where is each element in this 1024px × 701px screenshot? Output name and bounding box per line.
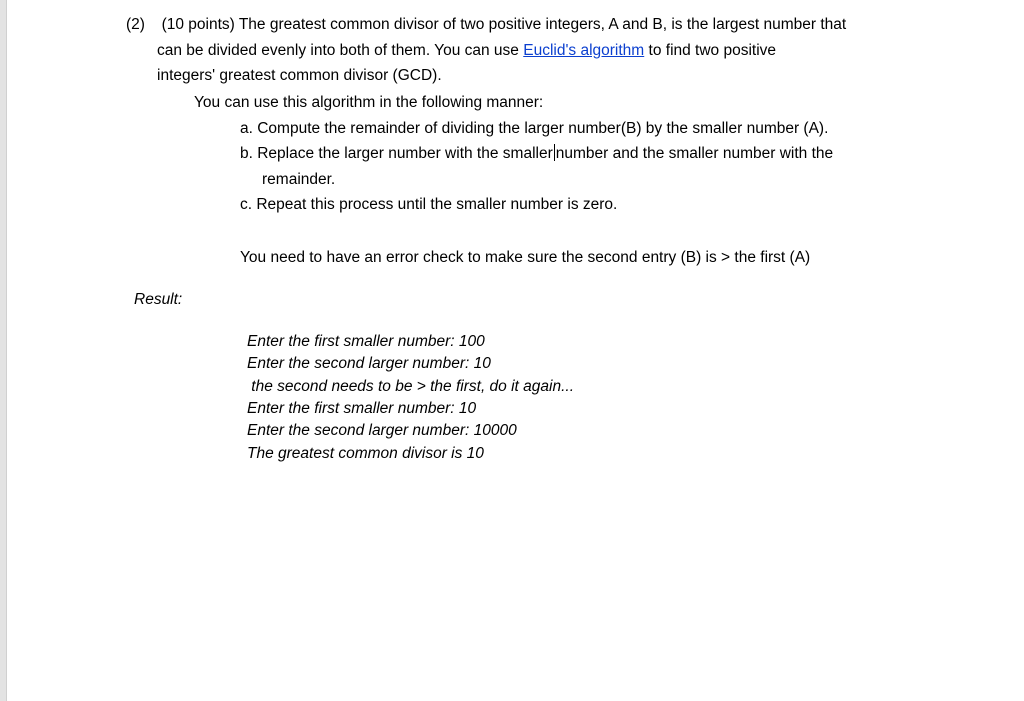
algorithm-intro-text: You can use this algorithm in the following manner: xyxy=(194,94,544,111)
result-label xyxy=(134,290,182,310)
step-c-text: c. Repeat this process until the smaller number is zero. xyxy=(240,196,618,213)
error-check-note xyxy=(240,248,810,268)
result-output-line: The greatest common divisor is 10 xyxy=(247,445,484,462)
step-a xyxy=(240,119,828,139)
question-number: (2) xyxy=(126,16,145,33)
result-output-line: the second needs to be > the first, do it again... xyxy=(247,378,575,395)
step-b xyxy=(240,144,833,164)
step-b-text: b. Replace the larger number with the smaller xyxy=(240,145,553,162)
question-intro-text: (10 points) The greatest common divisor of two positive integers, A and B, is the largest number that xyxy=(161,16,847,33)
step-b-text-rest: number and the smaller number with the xyxy=(555,145,834,162)
step-a-text: a. Compute the remainder of dividing the larger number(B) by the smaller number (A). xyxy=(240,120,829,137)
result-output-line: Enter the first smaller number: 100 xyxy=(247,333,485,350)
question-line-3-text: integers' greatest common divisor (GCD). xyxy=(157,67,442,84)
result-output-line: Enter the second larger number: 10000 xyxy=(247,422,517,439)
result-output-line: Enter the second larger number: 10 xyxy=(247,355,491,372)
page-left-edge xyxy=(0,0,7,701)
question-line-3 xyxy=(157,66,442,86)
result-output-line: Enter the first smaller number: 10 xyxy=(247,400,477,417)
step-c xyxy=(240,195,617,215)
result-label-text: Result: xyxy=(134,291,183,308)
text-cursor xyxy=(554,144,555,161)
error-check-text: You need to have an error check to make sure the second entry (B) is > the first (A) xyxy=(240,249,811,266)
question-line-1 xyxy=(126,15,846,35)
algorithm-intro xyxy=(194,93,543,113)
step-b-continuation xyxy=(262,170,335,190)
question-line-2-tail: to find two positive xyxy=(644,42,777,59)
step-b-continuation-text: remainder. xyxy=(262,171,336,188)
euclid-algorithm-link[interactable]: Euclid's algorithm xyxy=(523,42,645,59)
question-line-2-text: can be divided evenly into both of them. You can use xyxy=(157,42,524,59)
question-line-2 xyxy=(157,41,776,61)
